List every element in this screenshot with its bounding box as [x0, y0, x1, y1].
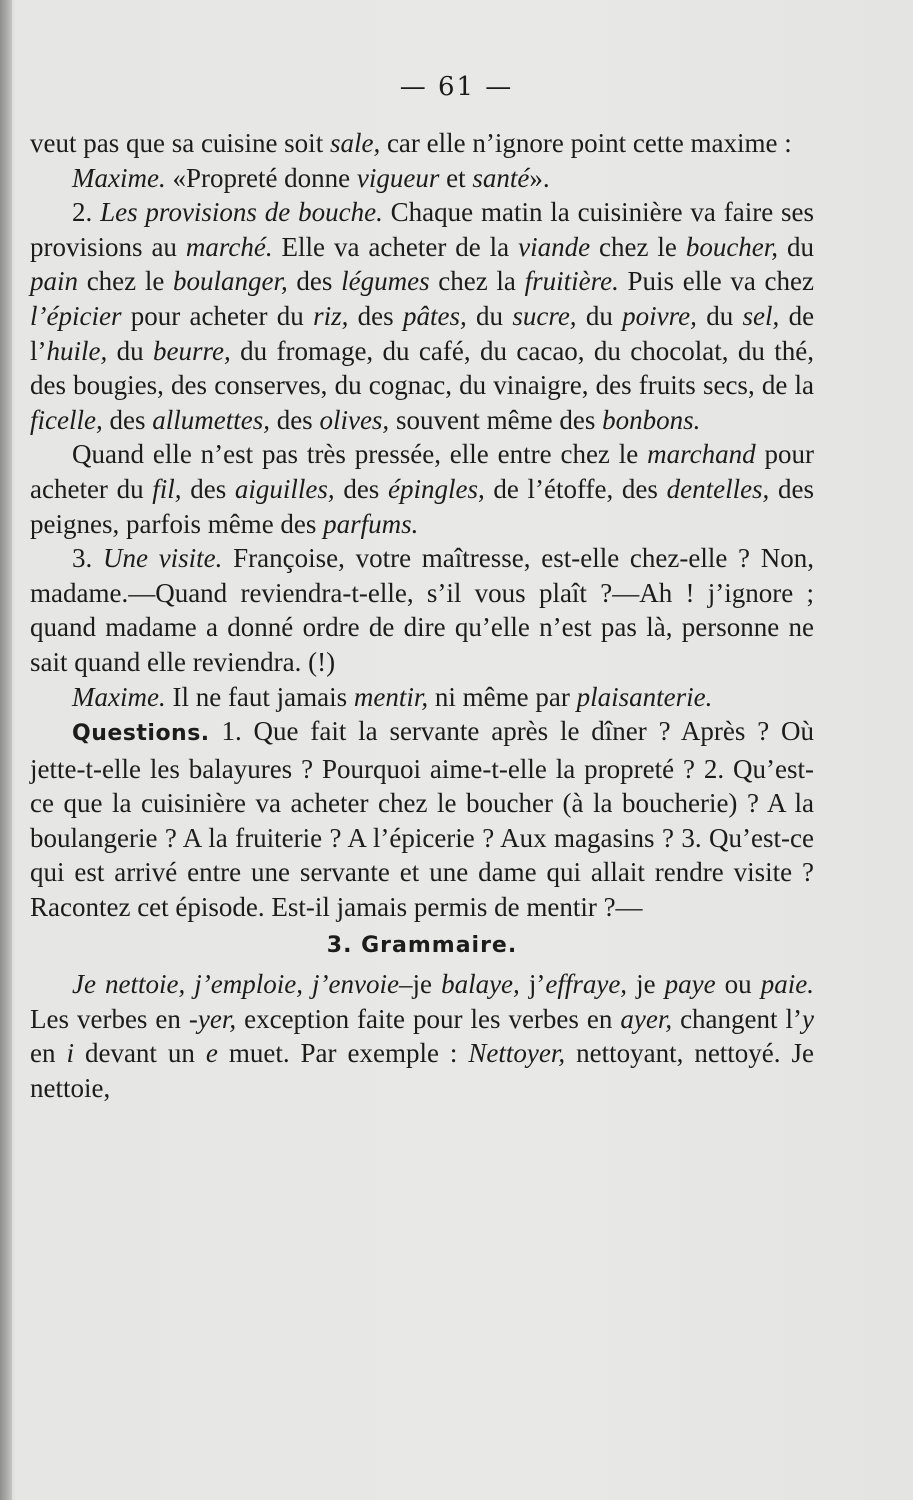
paragraph	[30, 541, 814, 679]
text-run: des	[287, 266, 342, 297]
text-run: Quand elle n’est pas très pressée, elle entre chez le	[72, 439, 648, 470]
paragraph	[30, 437, 814, 541]
italic-term: effraye,	[545, 969, 628, 1000]
text-run: Françoise, votre maîtresse, est-elle chez-elle ? Non, madame.—Quand reviendra-t-elle, s’il vous plaît ?—Ah ! j’ignore ; quand madame a donné ordre de dire qu’elle n’est pas là, personne ne sait quand elle reviendra. (!)	[30, 543, 814, 677]
italic-term: plaisanterie.	[576, 681, 713, 712]
italic-term: ayer,	[620, 1003, 673, 1034]
italic-term: Maxime.	[72, 162, 166, 193]
paragraph	[30, 680, 814, 715]
text-run: devant un	[73, 1038, 206, 1069]
italic-term: légumes	[341, 266, 430, 297]
text-run: je	[627, 969, 665, 1000]
text-run: Puis elle va chez	[618, 266, 814, 297]
text-run: nettoyant, nettoyé. Je nettoie,	[30, 1038, 815, 1104]
text-run: du	[696, 300, 743, 331]
italic-term: sucre,	[512, 300, 577, 331]
text-run: pour acheter du	[30, 439, 814, 504]
text-run: exception faite pour les verbes en	[236, 1003, 621, 1034]
italic-term: pain	[30, 266, 79, 297]
text-run: du	[107, 335, 153, 366]
italic-term: paye	[664, 969, 716, 1000]
text-run: ni même par	[428, 681, 577, 712]
text-run: Il ne faut jamais	[165, 681, 354, 712]
italic-term: mentir,	[353, 681, 429, 712]
italic-term: ficelle,	[30, 404, 103, 435]
questions-label: Questions.	[72, 721, 210, 747]
italic-term: fruitière.	[524, 266, 619, 297]
paragraph	[30, 161, 814, 196]
italic-term: aiguilles,	[234, 473, 335, 504]
italic-term: Nettoyer,	[468, 1038, 566, 1069]
italic-term: bonbons.	[602, 404, 701, 435]
text-run: –je	[399, 969, 442, 1000]
text-run: du	[466, 300, 513, 331]
text-run: changent l’	[672, 1003, 803, 1034]
page-number: — 61 —	[399, 72, 514, 102]
text-run: 2.	[72, 197, 101, 228]
paragraph	[30, 967, 814, 1105]
italic-term: -yer,	[188, 1003, 237, 1034]
text-run: chez la	[429, 266, 525, 297]
text-run: du	[576, 300, 623, 331]
text-run: Les verbes en	[30, 1003, 189, 1034]
text-run: pour acheter du	[121, 300, 314, 331]
italic-term: sel,	[742, 300, 780, 331]
text-run: du	[778, 231, 814, 262]
italic-term: paie.	[760, 969, 814, 1000]
text-run: veut pas que sa cuisine soit	[30, 128, 330, 158]
italic-term: marchand	[647, 439, 756, 470]
italic-term: épingles,	[387, 473, 485, 504]
italic-term: poivre,	[622, 300, 697, 331]
italic-term: allumettes,	[152, 404, 270, 435]
italic-term: sale,	[329, 128, 381, 158]
text-run: j’	[519, 969, 546, 1000]
text-run: chez le	[78, 266, 173, 297]
italic-term: parfums.	[323, 508, 419, 539]
text-run: car elle n’ignore point cette maxime :	[380, 128, 792, 158]
text-run: souvent même des	[389, 404, 603, 435]
text-run: de l’étoffe, des	[484, 473, 667, 504]
italic-term: beurre,	[153, 335, 231, 366]
italic-term: riz,	[313, 300, 349, 331]
italic-term: pâtes,	[402, 300, 467, 331]
text-run: 3. Grammaire.	[326, 932, 518, 958]
text-run: et	[439, 162, 473, 193]
text-run: Elle va acheter de la	[272, 231, 519, 262]
text-run: des	[334, 473, 388, 504]
body-text	[30, 126, 814, 1106]
text-run: des	[348, 300, 403, 331]
text-run: du fromage, du café, du cacao, du chocolat, du thé, des bougies, des conserves, du cognac, du vinaigre, des fruits secs, de la	[30, 335, 814, 401]
page-gutter-shadow	[0, 0, 12, 1500]
text-run: «Propreté donne	[165, 162, 357, 193]
text-run: chez le	[590, 231, 686, 262]
text-run: des	[181, 473, 235, 504]
paragraph	[30, 195, 814, 437]
italic-term: y	[802, 1003, 814, 1034]
italic-term: vigueur	[356, 162, 440, 193]
text-run: Chaque matin la cuisinière va faire ses provisions au	[30, 197, 815, 262]
italic-term: Maxime.	[72, 681, 166, 712]
italic-term: santé	[472, 162, 530, 193]
italic-term: dentelles,	[666, 473, 770, 504]
text-run: 1. Que fait la servante après le dîner ? Après ? Où jette-t-elle les balayures ? Pourquoi aime-t-elle la propreté ? 2. Qu’est-ce que la cuisinière va acheter chez le boucher (à la boucherie) ? A la boulangerie ? A la fruiterie ? A l’épicerie ? Aux magasins ? 3. Qu’est-ce qui est arrivé entre une servante et une dame qui allait rendre visite ? Racontez cet épisode. Est-il jamais permis de mentir ?—	[30, 716, 814, 923]
italic-term: Une visite.	[102, 543, 223, 574]
italic-term: balaye,	[441, 969, 520, 1000]
text-run: muet. Par exemple :	[217, 1038, 469, 1069]
italic-term: l’épicier	[30, 300, 122, 331]
italic-term: fil,	[152, 473, 182, 504]
italic-term: huile,	[46, 335, 108, 366]
italic-term: boucher,	[685, 231, 779, 262]
italic-term: olives,	[319, 404, 390, 435]
italic-term: marché.	[185, 231, 273, 262]
text-run: de l’	[30, 300, 815, 366]
italic-term: boulanger,	[173, 266, 288, 297]
text-run: des	[102, 404, 153, 435]
text-run: 3.	[72, 543, 103, 574]
italic-term: Les provisions de bouche.	[100, 197, 383, 228]
text-run: en	[30, 1038, 67, 1069]
italic-term: viande	[518, 231, 591, 262]
text-run: ».	[529, 162, 550, 193]
section-heading	[30, 929, 814, 964]
text-run: des peignes, parfois même des	[30, 473, 814, 539]
paragraph	[30, 714, 814, 925]
text-run: ou	[715, 969, 761, 1000]
italic-term: i	[66, 1038, 74, 1069]
paragraph	[30, 126, 814, 161]
italic-term: e	[205, 1038, 218, 1069]
text-run: des	[269, 404, 320, 435]
italic-term: Je nettoie, j’emploie, j’envoie	[72, 969, 400, 1000]
